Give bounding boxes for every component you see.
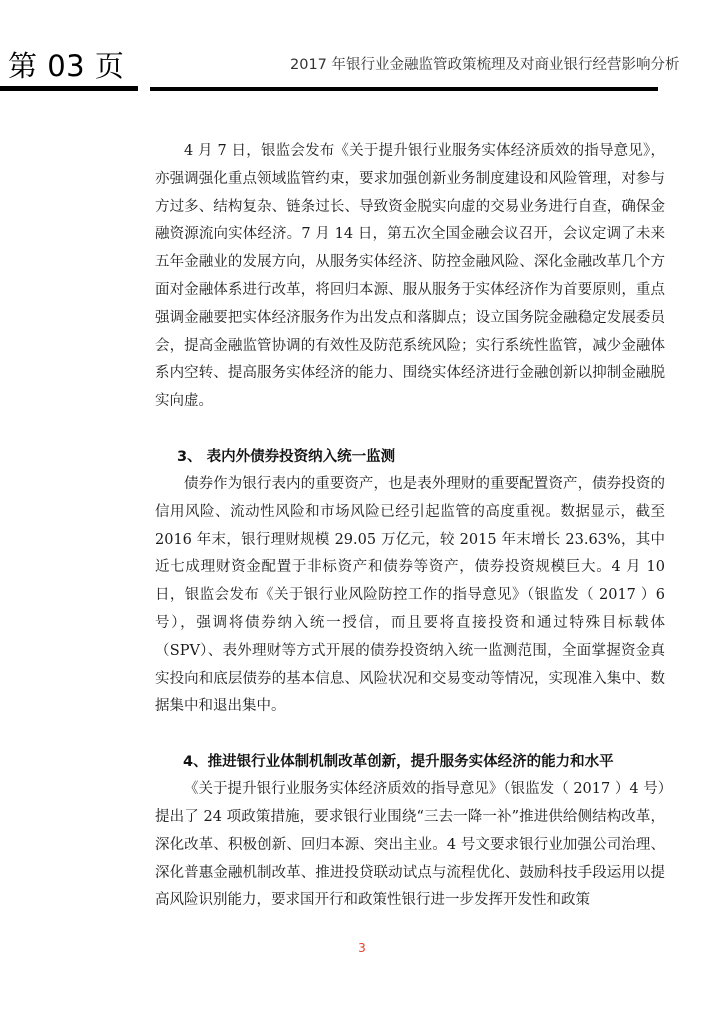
page-number: 3 [358, 941, 366, 955]
page-body [155, 138, 665, 915]
section-heading-4: 4、推进银行业体制机制改革创新，提升服务实体经济的能力和水平 [183, 754, 614, 771]
page-label: 第 03 页 [8, 49, 125, 83]
section-heading-3: 3、 表内外债券投资纳入统一监测 [177, 448, 396, 465]
document-title: 2017 年银行业金融监管政策梳理及对商业银行经营影响分析 [290, 57, 680, 73]
body-paragraph-1: 4 月 7 日，银监会发布《关于提升银行业服务实体经济质效的指导意见》，亦强调强化重点领域监管约束，要求加强创新业务制度建设和风险管理，对参与方过多、结构复杂、链条过长、导致资金脱实向虚的交易业务进行自查，确保金融资源流向实体经济。7 月 14 日，第五次全国金融会议召开，会议定调了未来五年金融业的发展方向，从服务实体经济、防控金融风险、深化金融改革几个方面对金融体系进行改革，将回归本源、服从服务于实体经济作为首要原则，重点强调金融要把实体经济服务作为出发点和落脚点；设立国务院金融稳定发展委员会，提高金融监管协调的有效性及防范系统风险；实行系统性监管，减少金融体系内空转、提高服务实体经济的能力、围绕实体经济进行金融创新以抑制金融脱实向虚。 [155, 143, 665, 410]
header-rule-right [150, 87, 658, 91]
header-rule-left [0, 86, 138, 91]
page-header [0, 0, 724, 100]
body-paragraph-3: 《关于提升银行业服务实体经济质效的指导意见》（银监发（ 2017 ）4 号）提出了 24 项政策措施，要求银行业围绕“三去一降一补”推进供给侧结构改革，深化改革、积极创新、回归本源、突出主业。4 号文要求银行业加强公司治理、深化普惠金融机制改革、推进投贷联动试点与流程优化、鼓励科技手段运用以提高风险识别能力，要求国开行和政策性银行进一步发挥开发性和政策 [155, 781, 665, 909]
body-paragraph-2: 债券作为银行表内的重要资产，也是表外理财的重要配置资产，债券投资的信用风险、流动性风险和市场风险已经引起监管的高度重视。数据显示，截至 2016 年末，银行理财规模 29.05 万亿元，较 2015 年末增长 23.63%，其中近七成理财资金配置于非标资产和债券等资产，债券投资规模巨大。4 月 10 日，银监会发布《关于银行业风险防控工作的指导意见》（银监发（ 2017 ）6 号），强调将债券纳入统一授信，而且要将直接投资和通过特殊目标载体（SPV）、表外理财等方式开展的债券投资纳入统一监测范围，全面掌握资金真实投向和底层债券的基本信息、风险状况和交易变动等情况，实现准入集中、数据集中和退出集中。 [155, 475, 665, 715]
